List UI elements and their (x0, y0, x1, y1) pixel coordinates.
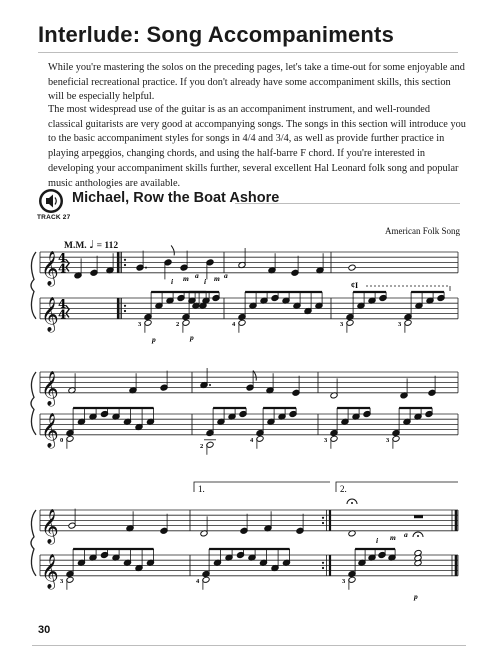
page-heading: Interlude: Song Accompaniments (38, 22, 395, 47)
fingering-m: m (390, 533, 396, 542)
dot (145, 267, 147, 269)
string-number: 4 (196, 577, 200, 585)
string-number: 2 (200, 442, 204, 450)
system-brace (31, 252, 36, 319)
fermata-dot (351, 502, 353, 504)
time-signature-top: 4 (58, 250, 67, 265)
body-paragraph: The most widespread use of the guitar is as an accompaniment instrument, and well-rounded classical guitarists are very good at accompanying songs. The songs in this section will introduce you to the basic accompaniment styles for songs in 4/4 and 3/4, as well as provide further practice in playing arpeggios, changing chords, and using the half-barre F chord. If you're interested in developing your accompaniment skills further, several excellent Hal Leonard folk song and popular music anthologies are available. (48, 104, 466, 189)
quarter-rest (66, 305, 69, 317)
system-brace (31, 372, 36, 435)
ending-2-label: 2. (340, 484, 347, 494)
time-signature-bottom: 4 (58, 307, 67, 322)
string-number: 4 (232, 320, 236, 328)
track-label: TRACK 27 (37, 214, 71, 221)
repeat-dot (322, 517, 324, 519)
tempo-prefix: M.M. (64, 241, 87, 251)
page-number: 30 (38, 624, 51, 636)
quarter-rest (66, 259, 69, 271)
repeat-dot (322, 567, 324, 569)
fingering-i: i (204, 277, 207, 286)
ending-2-bracket (336, 482, 458, 492)
quarter-note-icon: ♩ (89, 238, 95, 251)
time-signature-top: 4 (58, 296, 67, 311)
melody-note (348, 264, 356, 271)
treble-clef-icon: 𝄞 (41, 370, 59, 406)
treble-clef-icon: 𝄞 (41, 553, 59, 589)
fingering-a: a (404, 530, 408, 539)
string-number: 3 (386, 436, 390, 444)
string-number: 3 (398, 320, 402, 328)
repeat-dot (124, 310, 126, 312)
fingering-i: i (171, 277, 174, 286)
time-signature-bottom: 4 (58, 261, 67, 276)
repeat-dot (124, 259, 126, 261)
string-number: 3 (340, 320, 344, 328)
string-number: 2 (176, 320, 180, 328)
fermata-dot (417, 535, 419, 537)
intro-paragraph: While you're mastering the solos on the preceding pages, let's take a time-out for some enjoyable and beneficial recreational practice. If you don't already have some accompaniment skills, this section will be especially helpful. (48, 62, 465, 103)
barre-marking: ¢I (351, 281, 359, 290)
composer-credit: American Folk Song (385, 226, 460, 236)
string-number: 3 (342, 577, 346, 585)
bottom-rule (32, 645, 466, 646)
fingering-p: p (152, 335, 156, 344)
treble-clef-icon: 𝄞 (41, 296, 59, 332)
tempo-value: = 112 (96, 241, 119, 251)
song-title: Michael, Row the Boat Ashore (72, 190, 280, 206)
eighth-flag (171, 245, 174, 255)
dot (209, 384, 211, 386)
fingering-p: p (190, 333, 194, 342)
string-number: 3 (138, 320, 142, 328)
fingering-m: m (183, 274, 189, 283)
fingering-m: m (214, 274, 220, 283)
string-number: 3 (60, 577, 64, 585)
repeat-dot (322, 522, 324, 524)
treble-clef-icon: 𝄞 (41, 508, 59, 544)
string-number: 0 (60, 436, 64, 444)
string-number: 4 (250, 436, 254, 444)
fingering-p: p (414, 592, 418, 601)
repeat-dot (124, 264, 126, 266)
system-brace (31, 510, 36, 576)
string-number: 3 (324, 436, 328, 444)
treble-clef-icon: 𝄞 (41, 412, 59, 448)
ending-1-label: 1. (198, 484, 205, 494)
ending-1-bracket (194, 482, 330, 492)
repeat-dot (124, 305, 126, 307)
fingering-a: a (224, 271, 228, 280)
treble-clef-icon: 𝄞 (41, 250, 59, 286)
repeat-dot (322, 562, 324, 564)
whole-rest (414, 515, 423, 518)
fingering-a: a (195, 271, 199, 280)
fingering-i: i (376, 536, 379, 545)
